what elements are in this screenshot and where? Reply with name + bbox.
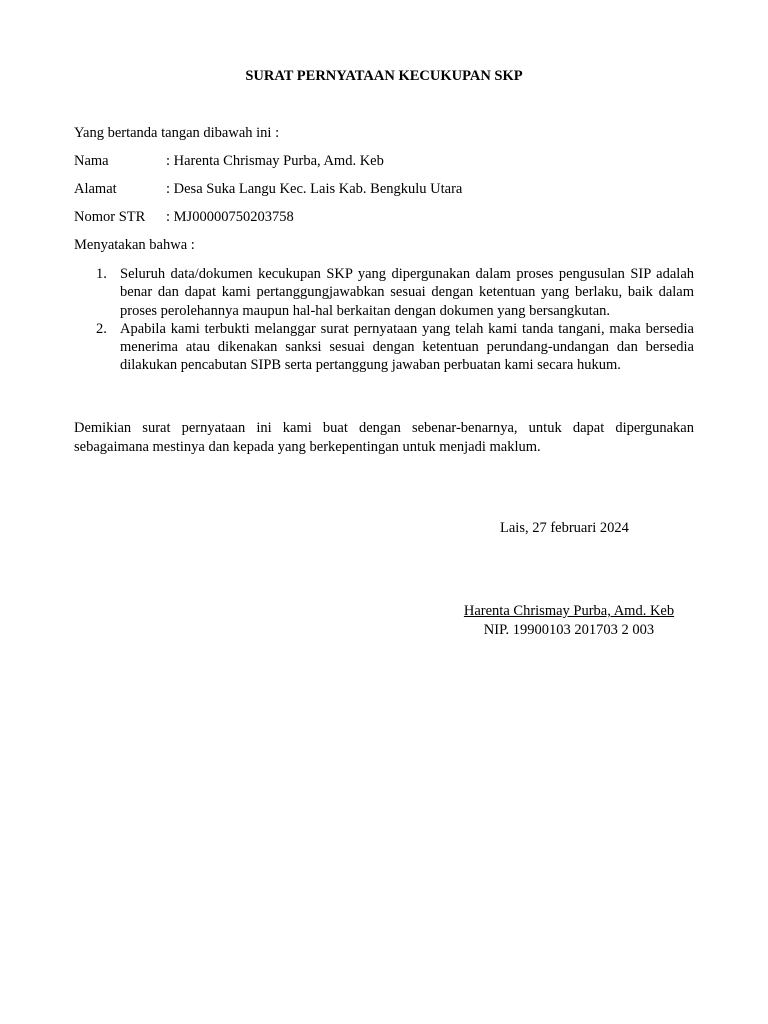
list-item-number: 2. (96, 320, 107, 337)
list-item-text: Seluruh data/dokumen kecukupan SKP yang dipergunakan dalam proses pengusulan SIP adalah benar dan dapat kami pertanggungjawabkan sesuai dengan ketentuan yang berlaku, baik dalam proses perolehannya maupun hal-hal berkaitan dengan dokumen yang bersangkutan. (120, 266, 694, 319)
list-item (74, 320, 694, 375)
declares-heading: Menyatakan bahwa : (74, 237, 195, 253)
field-address-value: : Desa Suka Langu Kec. Lais Kab. Bengkulu Utara (166, 181, 463, 197)
field-name-value: : Harenta Chrismay Purba, Amd. Keb (166, 153, 384, 169)
document-title: SURAT PERNYATAAN KECUKUPAN SKP (245, 68, 523, 84)
closing-paragraph: Demikian surat pernyataan ini kami buat dengan sebenar-benarnya, untuk dapat dipergunakan sebagaimana mestinya dan kepada yang berkepentingan untuk menjadi maklum. (74, 420, 694, 455)
signatory-name: Harenta Chrismay Purba, Amd. Keb (463, 603, 675, 619)
place-date: Lais, 27 februari 2024 (500, 520, 629, 536)
statement-list (74, 265, 694, 375)
field-address-label: Alamat (74, 181, 117, 197)
list-item (74, 265, 694, 320)
field-name-label: Nama (74, 153, 109, 169)
field-str-value: : MJ00000750203758 (166, 209, 294, 225)
signatory-nip: NIP. 19900103 201703 2 003 (483, 622, 655, 638)
list-item-text: Apabila kami terbukti melanggar surat pernyataan yang telah kami tanda tangani, maka bersedia menerima atau dikenakan sanksi sesuai dengan ketentuan perundang-undangan dan bersedia dilakukan pencabutan SIPB serta pertanggung jawaban perbuatan kami secara hukum. (120, 320, 694, 374)
signature-block (440, 603, 698, 639)
intro-text: Yang bertanda tangan dibawah ini : (74, 125, 280, 141)
field-str-label: Nomor STR (74, 209, 146, 225)
list-item-number: 1. (96, 266, 107, 282)
